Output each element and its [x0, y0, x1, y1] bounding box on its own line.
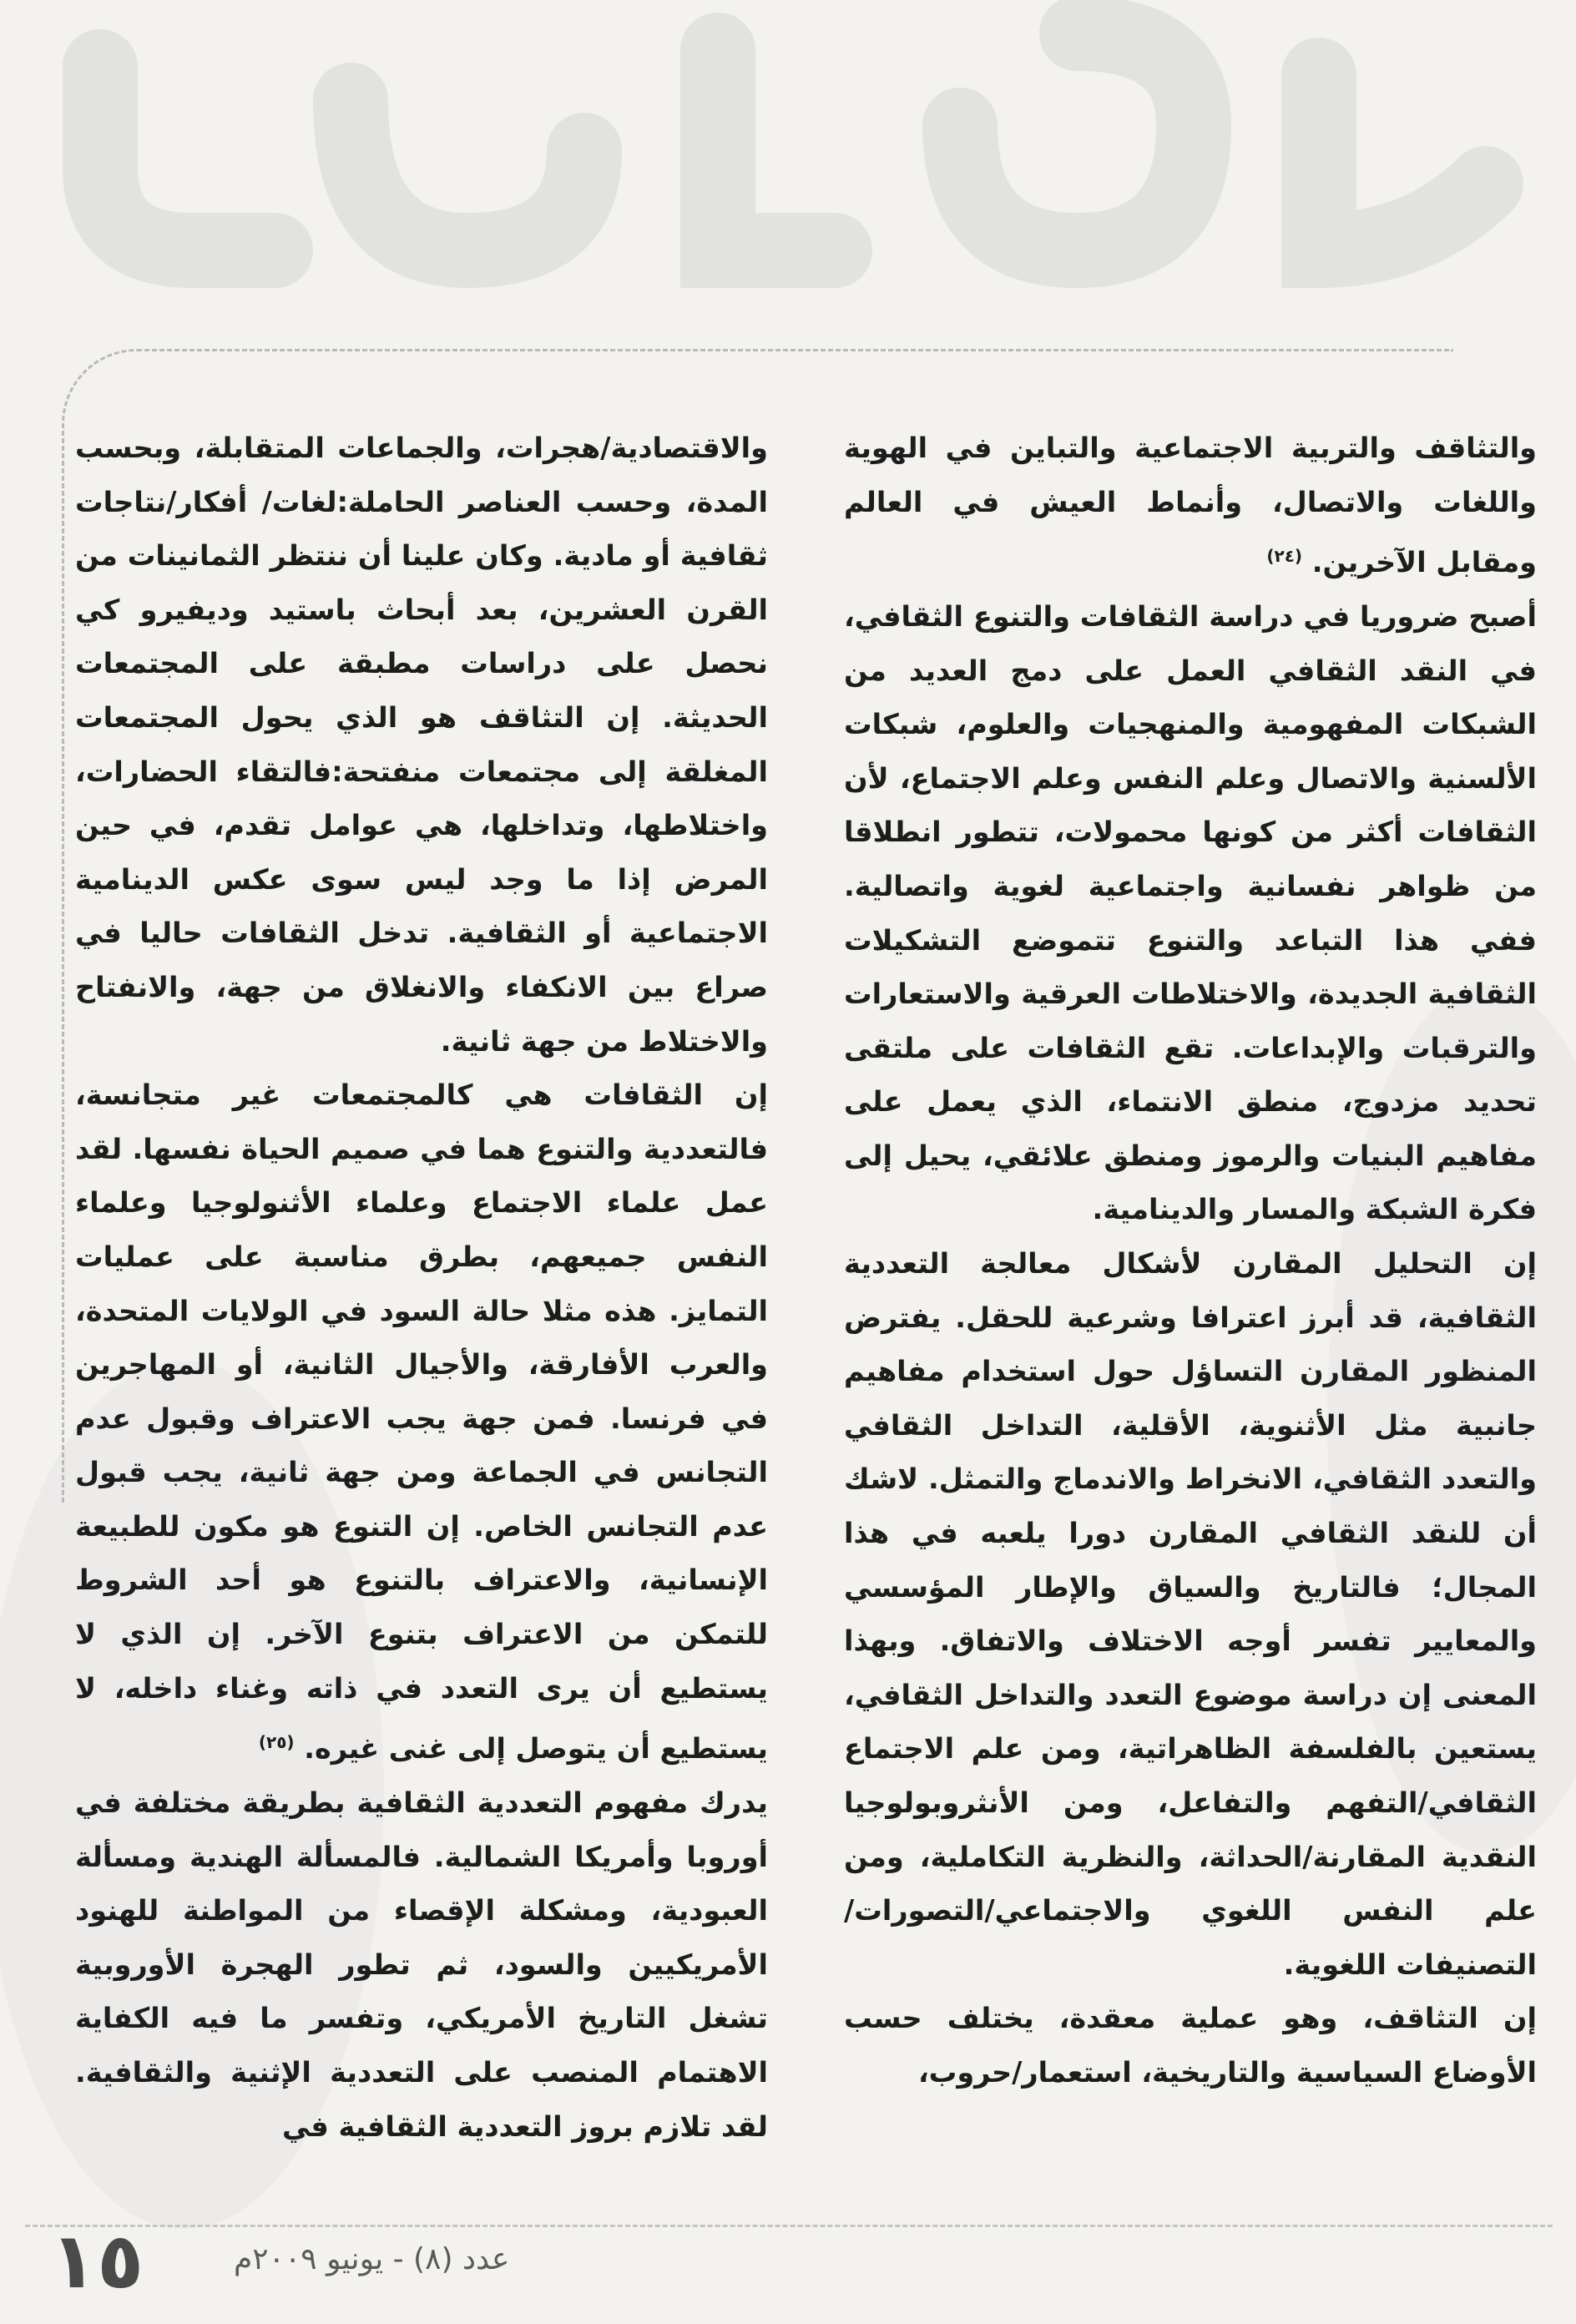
paragraph: والتثاقف والتربية الاجتماعية والتباين في الهوية واللغات والاتصال، وأنماط العيش في العالم ومقابل الآخرين. $^{(٢٤)}$ — [844, 432, 1537, 579]
issue-info: عدد (٨) - يونيو ٢٠٠٩م — [234, 2242, 510, 2276]
text-column-right — [844, 422, 1537, 2100]
paragraph: إن التحليل المقارن لأشكال معالجة التعددية الثقافية، قد أبرز اعترافا وشرعية للحقل. يفترض المنظور المقارن التساؤل حول استخدام مفاهيم جانبية مثل الأثنوية، الأقلية، التداخل الثقافي والتعدد الثقافي، الانخراط والاندماج والتمثل. لاشك أن للنقد الثقافي المقارن دورا يلعبه في هذا المجال؛ فالتاريخ والسياق والإطار المؤسسي والمعايير تفسر أوجه الاختلاف والاتفاق. وبهذا المعنى إن دراسة موضوع التعدد والتداخل الثقافي، يستعين بالفلسفة الظاهراتية، ومن علم الاجتماع الثقافي/التفهم والتفاعل، ومن الأنثروبولوجيا النقدية المقارنة/الحداثة، والنظرية التكاملية، ومن علم النفس اللغوي والاجتماعي/التصورات/ التصنيفات اللغوية. — [844, 1247, 1537, 1981]
text-column-left — [75, 422, 768, 2154]
paragraph: يدرك مفهوم التعددية الثقافية بطريقة مختلفة في أوروبا وأمريكا الشمالية. فالمسألة الهندية ومسألة العبودية، ومشكلة الإقصاء من المواطنة للهنود الأمريكيين والسود، ثم تطور الهجرة الأوروبية تشغل التاريخ الأمريكي، وتفسر ما فيه الكفاية الاهتمام المنصب على التعددية الإثنية والثقافية. لقد تلازم بروز التعددية الثقافية في — [75, 1786, 768, 2143]
footer-divider — [25, 2225, 1553, 2227]
page-number: ١٥ — [50, 2216, 144, 2306]
paragraph: إن الثقافات هي كالمجتمعات غير متجانسة، فالتعددية والتنوع هما في صميم الحياة نفسها. لقد عمل علماء الاجتماع وعلماء الأثنولوجيا وعلماء النفس جميعهم، بطرق مناسبة على عمليات التمايز. هذه مثلا حالة السود في الولايات المتحدة، والعرب الأفارقة، والأجيال الثانية، أو المهاجرين في فرنسا. فمن جهة يجب الاعتراف وقبول عدم التجانس في الجماعة ومن جهة ثانية، يجب قبول عدم التجانس الخاص. إن التنوع هو مكون للطبيعة الإنسانية، والاعتراف بالتنوع هو أحد الشروط للتمكن من الاعتراف بتنوع الآخر. إن الذي لا يستطيع أن يرى التعدد في ذاته وغناء داخله، لا يستطيع أن يتوصل إلى غنى غيره. $^{(٢٥)}$ — [75, 1079, 768, 1766]
paragraph: إن التثاقف، وهو عملية معقدة، يختلف حسب الأوضاع السياسية والتاريخية، استعمار/حروب، — [844, 2002, 1537, 2089]
paragraph: والاقتصادية/هجرات، والجماعات المتقابلة، وبحسب المدة، وحسب العناصر الحاملة:لغات/ أفكار/نتاجات ثقافية أو مادية. وكان علينا أن ننتظر الثمانينات من القرن العشرين، بعد أبحاث باستيد وديفيرو كي نحصل على دراسات مطبقة على المجتمعات الحديثة. إن التثاقف هو الذي يحول المجتمعات المغلقة إلى مجتمعات منفتحة:فالتقاء الحضارات، واختلاطها، وتداخلها، هي عوامل تقدم، في حين المرض إذا ما وجد ليس سوى عكس الدينامية الاجتماعية أو الثقافية. تدخل الثقافات حاليا في صراع بين الانكفاء والانغلاق من جهة، والانفتاح والاختلاط من جهة ثانية. — [75, 432, 768, 1058]
footnote-ref: (٢٤) — [1266, 546, 1303, 567]
paragraph: أصبح ضروريا في دراسة الثقافات والتنوع الثقافي، في النقد الثقافي العمل على دمج العديد من الشبكات المفهومية والمنهجيات والعلوم، شبكات الألسنية والاتصال وعلم النفس وعلم الاجتماع، لأن الثقافات أكثر من كونها محمولات، تتطور انطلاقا من ظواهر نفسانية واجتماعية لغوية واتصالية. ففي هذا التباعد والتنوع تتموضع التشكيلات الثقافية الجديدة، والاختلاطات العرقية والاستعارات والترقبات والإبداعات. تقع الثقافات على ملتقى تحديد مزدوج، منطق الانتماء، الذي يعمل على مفاهيم البنيات والرموز ومنطق علائقي، يحيل إلى فكرة الشبكة والمسار والدينامية. — [844, 599, 1537, 1226]
footnote-ref: (٢٥) — [258, 1732, 295, 1753]
